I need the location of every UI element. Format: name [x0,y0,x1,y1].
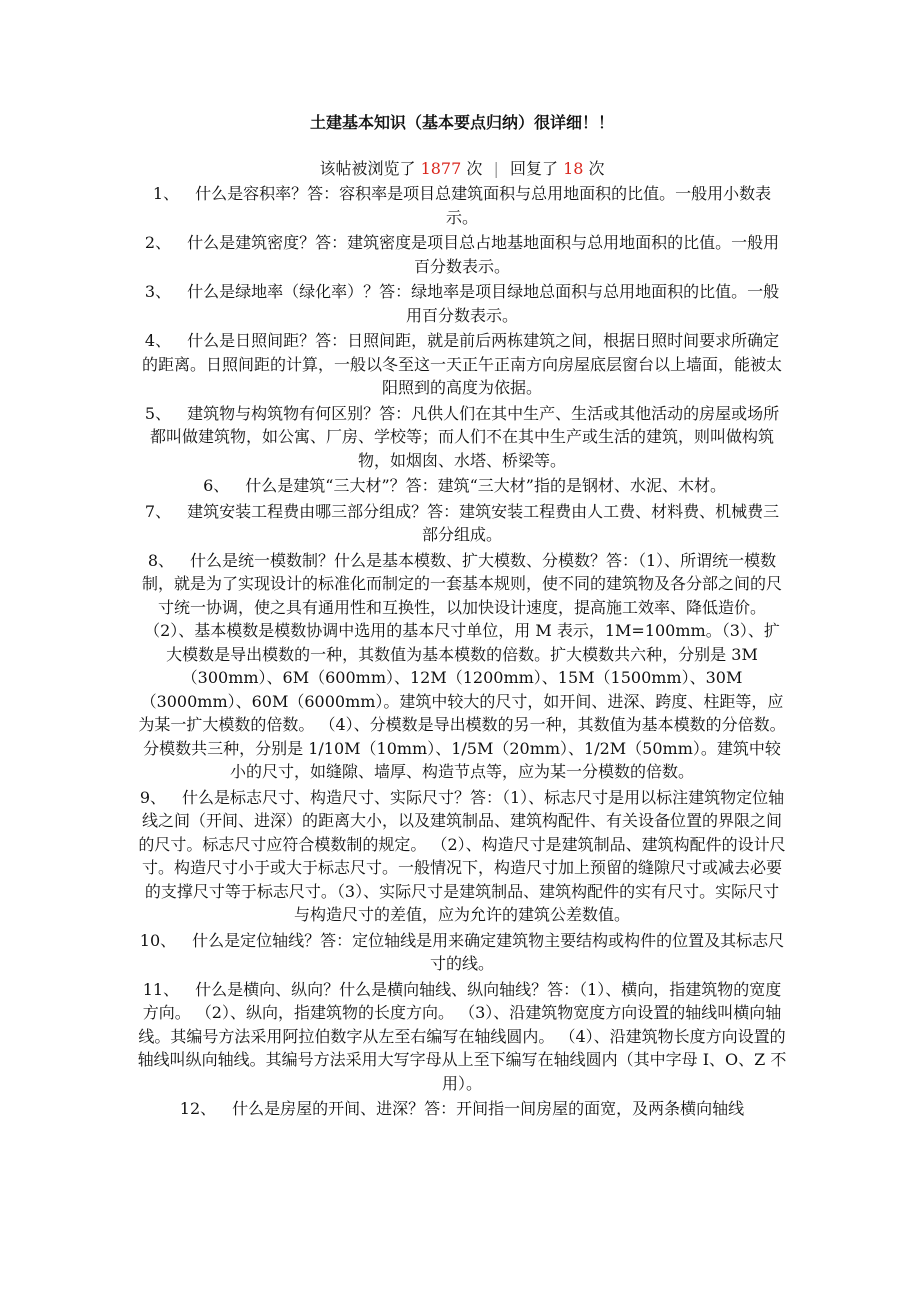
replies-count: 18 [563,159,584,178]
qa-item-text: 什么是房屋的开间、进深？答：开间指一间房屋的面宽，及两条横向轴线 [232,1099,745,1118]
qa-item-text: 什么是统一模数制？什么是基本模数、扩大模数、分模数？答：（1）、所谓统一模数制，就是为了实现设计的标准化而制定的一套基本规则，使不同的建筑物及各分部之间的尺寸统一协调，使之具有通用性和互换性，以加快设计速度，提高施工效率、降低造价。（2）、基本模数是模数协调中选用的基本尺寸单位，用 M 表示，1M=100mm。（3）、扩大模数是导出模数的一种，其数值为基本模数的倍数。扩大模数共六种，分别是 3M（300mm）、6M（600mm）、12M（1200mm）、15M（1500mm）、30M（3000mm）、60M（6000mm）。建筑中较大的尺寸，如开间、进深、跨度、柱距等，应为某一扩大模数的倍数。 （4）、分模数是导出模数的另一种，其数值为基本模数的分倍数。分模数共三种，分别是 1/10M（10mm）、1/5M（20mm）、1/2M（50mm）。建筑中较小的尺寸，如缝隙、墙厚、构造节点等，应为某一分模数的倍数。 [138,550,786,781]
qa-item [137,500,787,547]
qa-item-index: 11、 [142,979,180,999]
qa-item-index: 12、 [179,1099,217,1118]
document-title: 土建基本知识（基本要点归纳）很详细！！ [309,113,614,132]
qa-item [137,549,787,784]
qa-item-text: 什么是绿地率（绿化率）？答：绿地率是项目绿地总面积与总用地面积的比值。一般用百分数表示。 [187,282,780,325]
qa-item-index: 5、 [144,403,172,423]
qa-item-index: 4、 [144,331,172,350]
qa-item-index: 9、 [139,787,166,807]
qa-item [137,474,787,498]
qa-item [137,978,787,1096]
post-stats [137,158,787,180]
qa-item-index: 8、 [147,550,174,570]
qa-item-text: 什么是建筑密度？答：建筑密度是项目总占地基地面积与总用地面积的比值。一般用百分数表示。 [187,233,780,276]
qa-item-text: 什么是横向、纵向？什么是横向轴线、纵向轴线？答：（1）、横向，指建筑物的宽度方向。 （2）、纵向，指建筑物的长度方向。 （3）、沿建筑物宽度方向设置的轴线叫横向轴线。其编号方法采用阿拉伯数字从左至右编写在轴线圆内。 （4）、沿建筑物长度方向设置的轴线叫纵向轴线。其编号方法采用大写字母从上至下编写在轴线圆内（其中字母 I、O、Z 不用）。 [137,979,787,1093]
replies-label: 回复了 [509,159,558,178]
qa-item-text: 什么是容积率？答：容积率是项目总建筑面积与总用地面积的比值。一般用小数表示。 [195,184,772,227]
qa-item [137,280,787,327]
qa-item-text: 什么是日照间距？答：日照间距，就是前后两栋建筑之间，根据日照时间要求所确定的距离。日照间距的计算，一般以冬至这一天正午正南方向房屋底层窗台以上墙面，能被太阳照到的高度为依据。 [141,331,782,397]
qa-item-text: 什么是标志尺寸、构造尺寸、实际尺寸？答：（1）、标志尺寸是用以标注建筑物定位轴线之间（开间、进深）的距离大小，以及建筑制品、建筑构配件、有关设备位置的界限之间的尺寸。标志尺寸应符合模数制的规定。 （2）、构造尺寸是建筑制品、建筑构配件的设计尺寸。构造尺寸小于或大于标志尺寸。一般情况下，构造尺寸加上预留的缝隙尺寸或减去必要的支撑尺寸等于标志尺寸。（3）、实际尺寸是建筑制品、建筑构配件的实有尺寸。实际尺寸与构造尺寸的差值，应为允许的建筑公差数值。 [138,787,786,924]
qa-item-index: 10、 [139,930,177,950]
qa-item-text: 什么是定位轴线？答：定位轴线是用来确定建筑物主要结构或构件的位置及其标志尺寸的线。 [192,930,785,973]
qa-item-text: 什么是建筑“三大材”？答：建筑“三大材”指的是钢材、水泥、木材。 [245,476,726,495]
qa-item [137,929,787,976]
qa-item-index: 6、 [197,476,230,495]
qa-item [137,182,787,229]
views-label: 该帖被浏览了 [319,159,416,178]
stats-separator: | [493,159,499,178]
qa-item [137,329,787,400]
qa-item-text: 建筑安装工程费由哪三部分组成？答：建筑安装工程费由人工费、材料费、机械费三部分组成。 [187,501,780,544]
qa-item [137,402,787,473]
qa-item [137,231,787,278]
qa-item-index: 3、 [144,282,172,301]
document-page [137,112,787,1123]
views-count: 1877 [420,159,462,178]
qa-item-text: 建筑物与构筑物有何区别？答：凡供人们在其中生产、生活或其他活动的房屋或场所都叫做建筑物，如公寓、厂房、学校等；而人们不在其中生产或生活的建筑，则叫做构筑物，如烟囱、水塔、桥梁等。 [149,403,780,470]
qa-item-index: 2、 [144,233,172,252]
qa-item [137,786,787,927]
replies-suffix: 次 [588,159,605,178]
views-suffix: 次 [466,159,483,178]
qa-item-index: 1、 [152,184,180,203]
qa-item [137,1097,787,1121]
qa-list [137,182,787,1121]
qa-item-index: 7、 [144,501,172,521]
